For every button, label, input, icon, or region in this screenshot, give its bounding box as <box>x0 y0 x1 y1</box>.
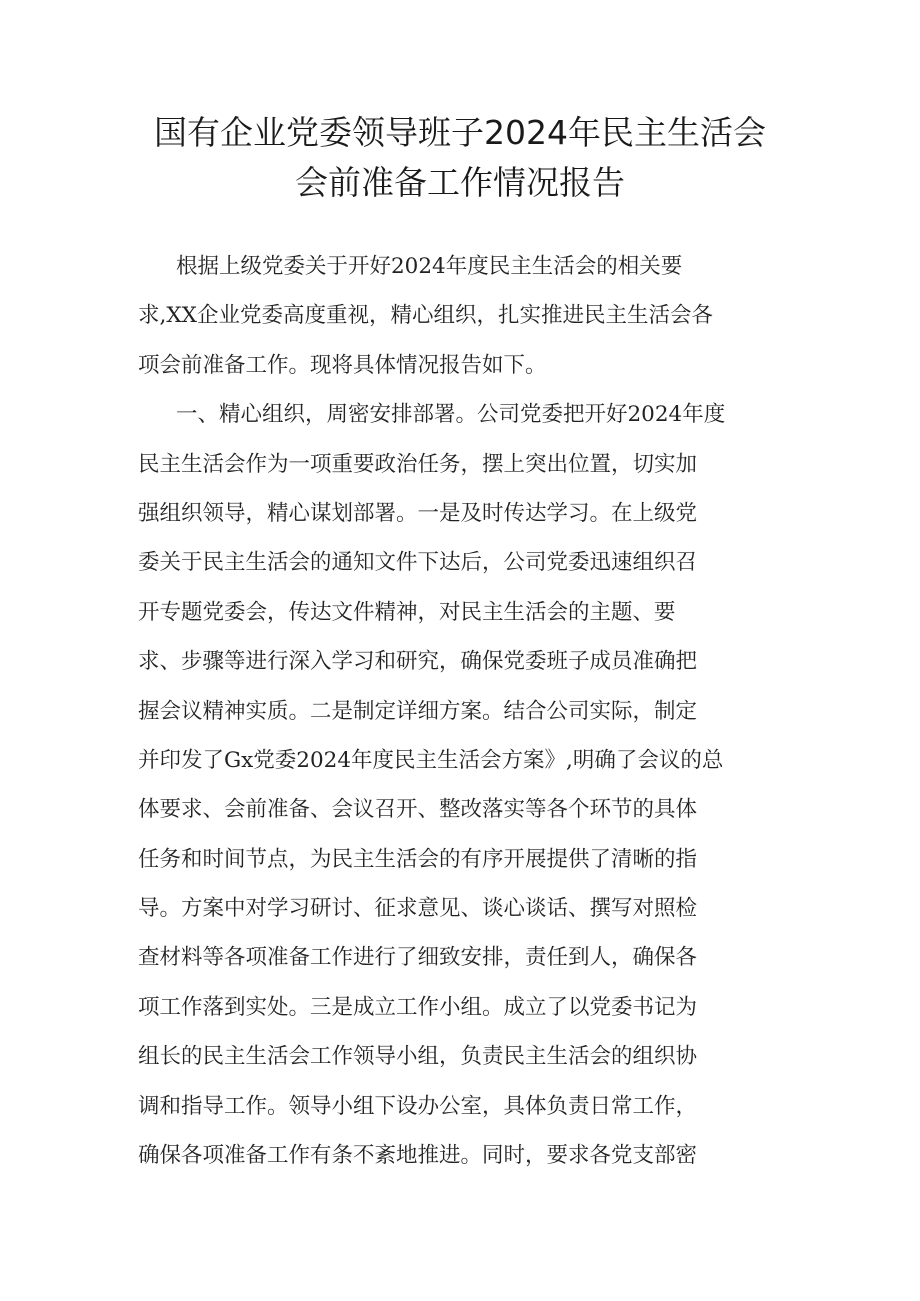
body-line: 开专题党委会，传达文件精神，对民主生活会的主题、要 <box>138 599 676 625</box>
body-line: 民主生活会作为一项重要政治任务，摆上突出位置，切实加 <box>138 451 698 477</box>
document-title <box>0 108 920 208</box>
body-line: 根据上级党委关于开好2024年度民主生活会的相关要 <box>176 254 683 279</box>
body-line: 求,XX企业党委高度重视，精心组织，扎实推进民主生活会各 <box>138 303 713 329</box>
body-line: 调和指导工作。领导小组下设办公室，具体负责日常工作， <box>138 1093 698 1119</box>
body-line: 求、步骤等进行深入学习和研究，确保党委班子成员准确把 <box>138 649 698 675</box>
body-line: 项会前准备工作。现将具体情况报告如下。 <box>138 352 547 378</box>
body-line: 项工作落到实处。三是成立工作小组。成立了以党委书记为 <box>138 994 698 1020</box>
body-line: 确保各项准备工作有条不紊地推进。同时，要求各党支部密 <box>138 1143 698 1169</box>
body-line: 委关于民主生活会的通知文件下达后，公司党委迅速组织召 <box>138 550 698 576</box>
body-line: 强组织领导，精心谋划部署。一是及时传达学习。在上级党 <box>138 500 698 526</box>
body-line: 体要求、会前准备、会议召开、整改落实等各个环节的具体 <box>138 797 698 823</box>
body-line: 一、精心组织，周密安排部署。公司党委把开好2024年度 <box>176 402 726 428</box>
body-line: 并印发了Gx党委2024年度民主生活会方案》,明确了会议的总 <box>138 747 724 773</box>
title-line-2: 会前准备工作情况报告 <box>295 163 625 202</box>
body-line: 组长的民主生活会工作领导小组，负责民主生活会的组织协 <box>138 1044 698 1070</box>
body-line: 握会议精神实质。二是制定详细方案。结合公司实际，制定 <box>138 698 698 724</box>
body-line: 导。方案中对学习研讨、征求意见、谈心谈话、撰写对照检 <box>138 896 698 922</box>
title-line-1: 国有企业党委领导班子2024年民主生活会 <box>154 113 766 152</box>
body-line: 查材料等各项准备工作进行了细致安排，责任到人，确保各 <box>138 945 698 971</box>
body-line: 任务和时间节点，为民主生活会的有序开展提供了清晰的指 <box>138 846 698 872</box>
document-body <box>138 242 782 1180</box>
